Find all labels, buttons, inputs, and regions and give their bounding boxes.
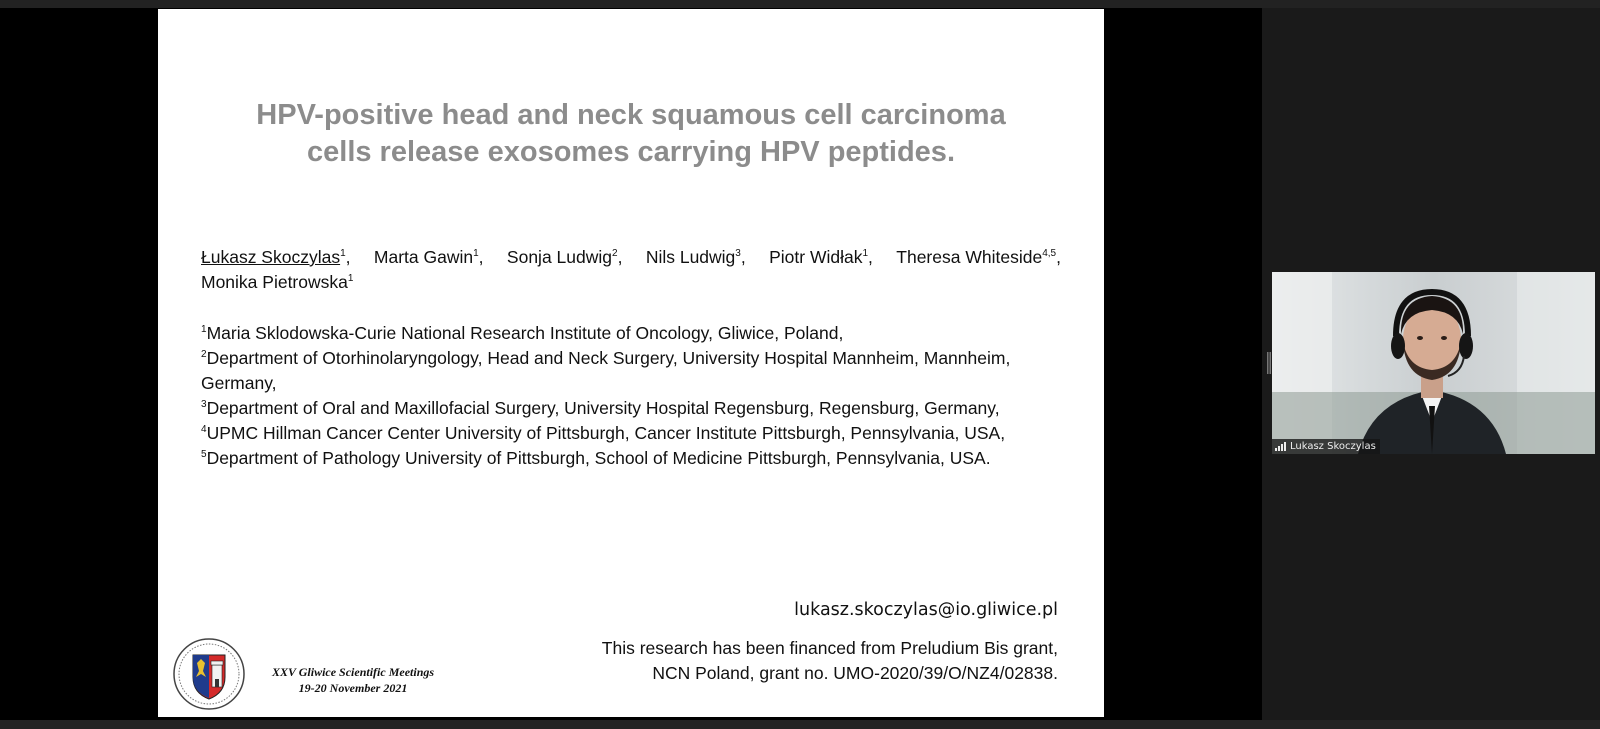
participant-name-tag [1272, 439, 1380, 454]
meeting-dates: 19-20 November 2021 [298, 681, 408, 695]
funding-line: This research has been financed from Preludium Bis grant, [601, 638, 1058, 658]
participant-video-tile[interactable] [1272, 272, 1595, 454]
author-line [201, 270, 1061, 295]
participant-video [1272, 272, 1595, 454]
affiliation: Germany, [201, 373, 277, 393]
author: Monika Pietrowska$^1$ [201, 272, 354, 292]
author: Nils Ludwig$^3$, [645, 247, 746, 267]
funding-note [602, 636, 1058, 686]
author: Sonja Ludwig$^2$, [506, 247, 623, 267]
author: Theresa Whiteside$^{4,5}$, [896, 247, 1061, 267]
author-presenter: Łukasz Skoczylas$^1$, [201, 247, 351, 267]
participant-name: Lukasz Skoczylas [1290, 441, 1376, 452]
slide-title-line: HPV-positive head and neck squamous cell carcinoma [256, 99, 1006, 131]
meeting-name: XXV Gliwice Scientific Meetings [271, 665, 435, 679]
slide-title-line: cells release exosomes carrying HPV peptides. [307, 136, 955, 168]
meeting-bottom-bar [0, 720, 1600, 729]
presentation-slide [158, 9, 1104, 717]
affiliation: $^1$Maria Sklodowska-Curie National Research Institute of Oncology, Gliwice, Poland, [201, 323, 844, 343]
meeting-caption [258, 664, 448, 696]
meeting-top-bar [0, 0, 1600, 8]
panel-resize-handle[interactable] [1267, 352, 1271, 374]
affiliation: $^5$Department of Pathology University of Pittsburgh, School of Medicine Pittsburgh, Pennsylvania, USA. [201, 448, 991, 468]
author: Marta Gawin$^1$, [373, 247, 484, 267]
affiliation-list [201, 321, 1071, 471]
contact-email: lukasz.skoczylas@io.gliwice.pl [794, 600, 1058, 620]
affiliation: $^2$Department of Otorhinolaryngology, Head and Neck Surgery, University Hospital Mannheim, Mannheim, [201, 348, 1011, 368]
slide-title [158, 97, 1104, 171]
author: Piotr Widłak$^1$, [769, 247, 873, 267]
affiliation: $^4$UPMC Hillman Cancer Center University of Pittsburgh, Cancer Institute Pittsburgh, Pennsylvania, USA, [201, 423, 1006, 443]
author-list [201, 245, 1061, 295]
funding-line: NCN Poland, grant no. UMO-2020/39/O/NZ4/02838. [652, 663, 1058, 683]
author-line [201, 245, 1061, 270]
signal-bars-icon [1275, 442, 1286, 451]
coat-of-arms-logo [172, 637, 246, 711]
affiliation: $^3$Department of Oral and Maxillofacial Surgery, University Hospital Regensburg, Regensburg, Germany, [201, 398, 1000, 418]
